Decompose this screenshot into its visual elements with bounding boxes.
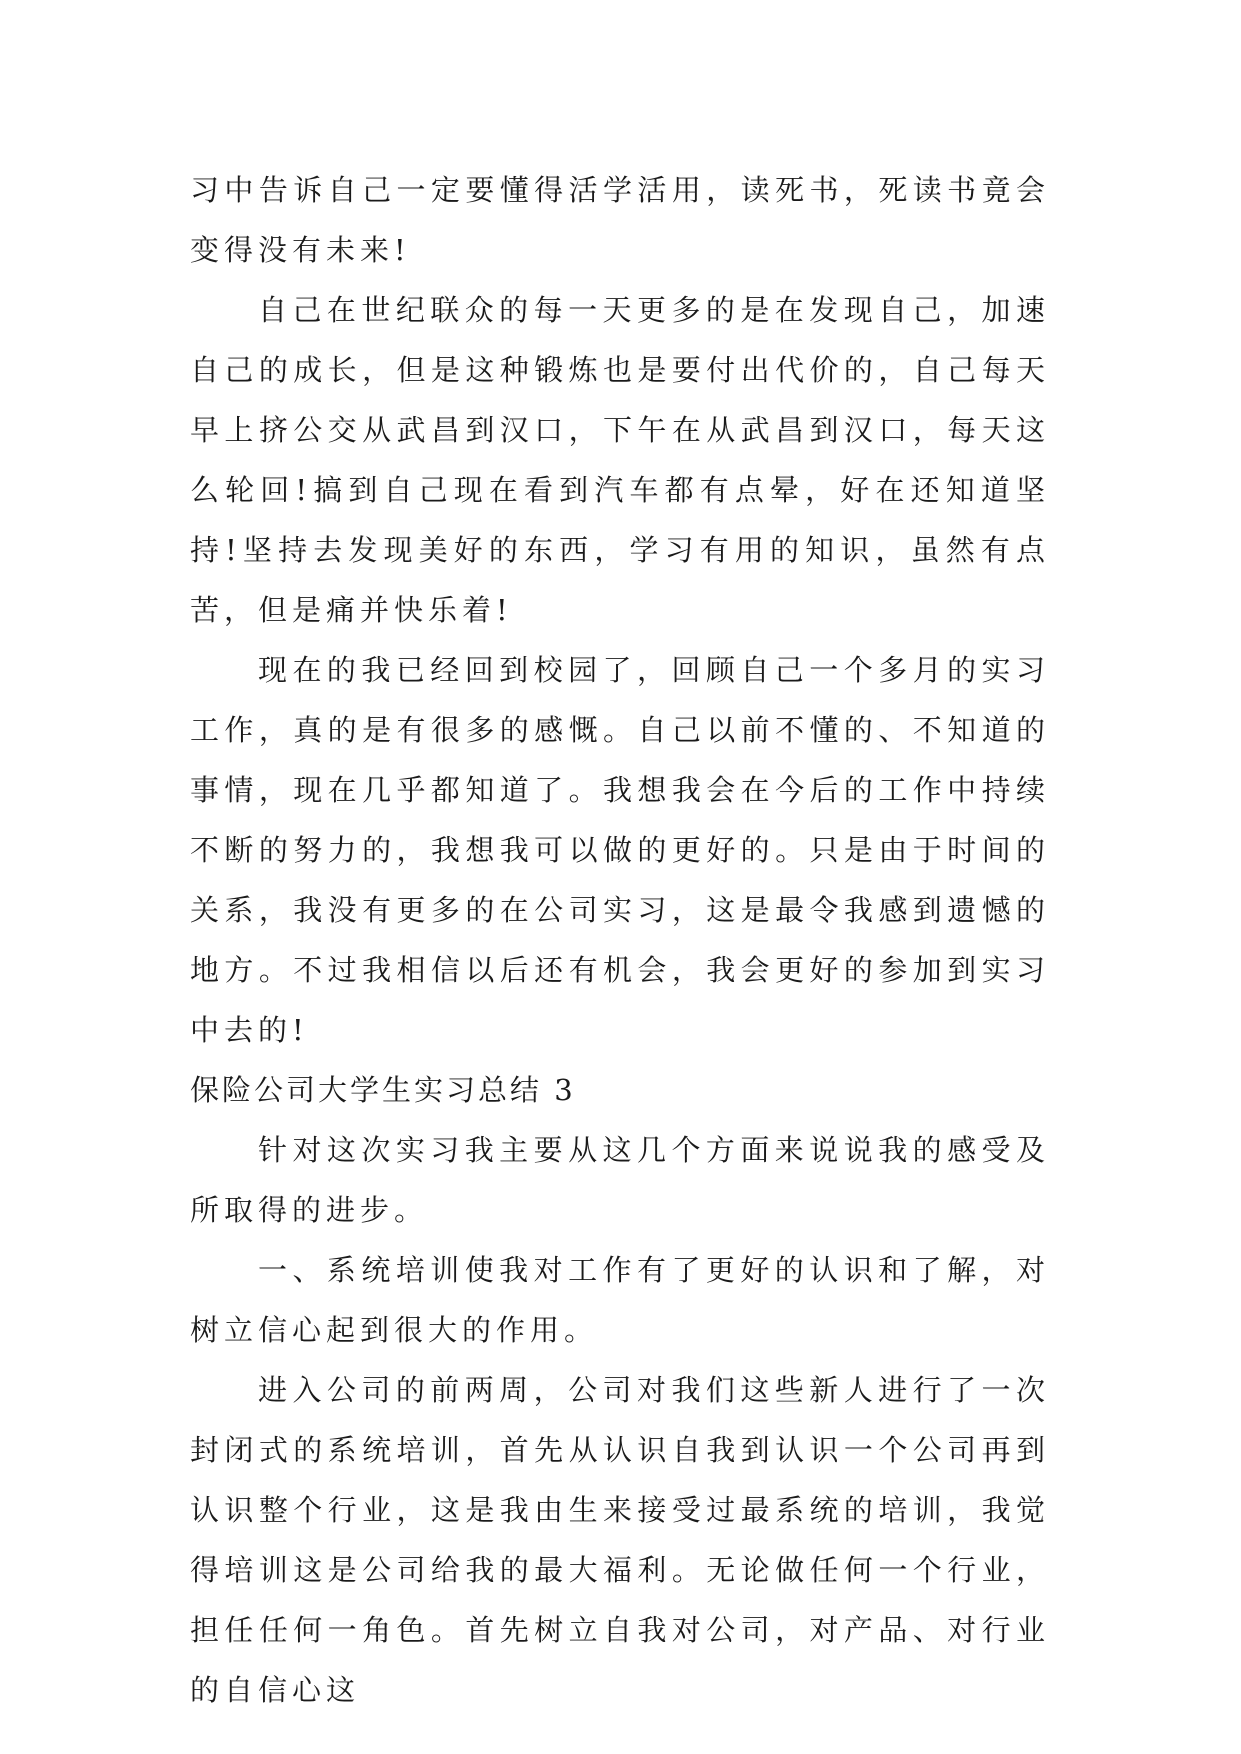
document-body [190, 160, 1050, 1720]
section-heading: 保险公司大学生实习总结 3 [190, 1073, 576, 1107]
paragraph-intro: 针对这次实习我主要从这几个方面来说说我的感受及所取得的进步。 [190, 1133, 1050, 1227]
paragraph-point-one: 一、系统培训使我对工作有了更好的认识和了解，对树立信心起到很大的作用。 [190, 1253, 1050, 1347]
paragraph-continuation: 习中告诉自己一定要懂得活学活用，读死书，死读书竟会变得没有未来! [190, 173, 1050, 267]
paragraph-reflection: 现在的我已经回到校园了，回顾自己一个多月的实习工作，真的是有很多的感慨。自己以前不懂的、不知道的事情，现在几乎都知道了。我想我会在今后的工作中持续不断的努力的，我想我可以做的更好的。只是由于时间的关系，我没有更多的在公司实习，这是最令我感到遗憾的地方。不过我相信以后还有机会，我会更好的参加到实习中去的! [190, 653, 1050, 1047]
paragraph-self-discovery: 自己在世纪联众的每一天更多的是在发现自己，加速自己的成长，但是这种锻炼也是要付出代价的，自己每天早上挤公交从武昌到汉口，下午在从武昌到汉口，每天这么轮回!搞到自己现在看到汽车都有点晕，好在还知道坚持!坚持去发现美好的东西，学习有用的知识，虽然有点苦，但是痛并快乐着! [190, 293, 1050, 627]
paragraph-training: 进入公司的前两周，公司对我们这些新人进行了一次封闭式的系统培训，首先从认识自我到认识一个公司再到认识整个行业，这是我由生来接受过最系统的培训，我觉得培训这是公司给我的最大福利。无论做任何一个行业，担任任何一角色。首先树立自我对公司，对产品、对行业的自信心这 [190, 1373, 1050, 1707]
